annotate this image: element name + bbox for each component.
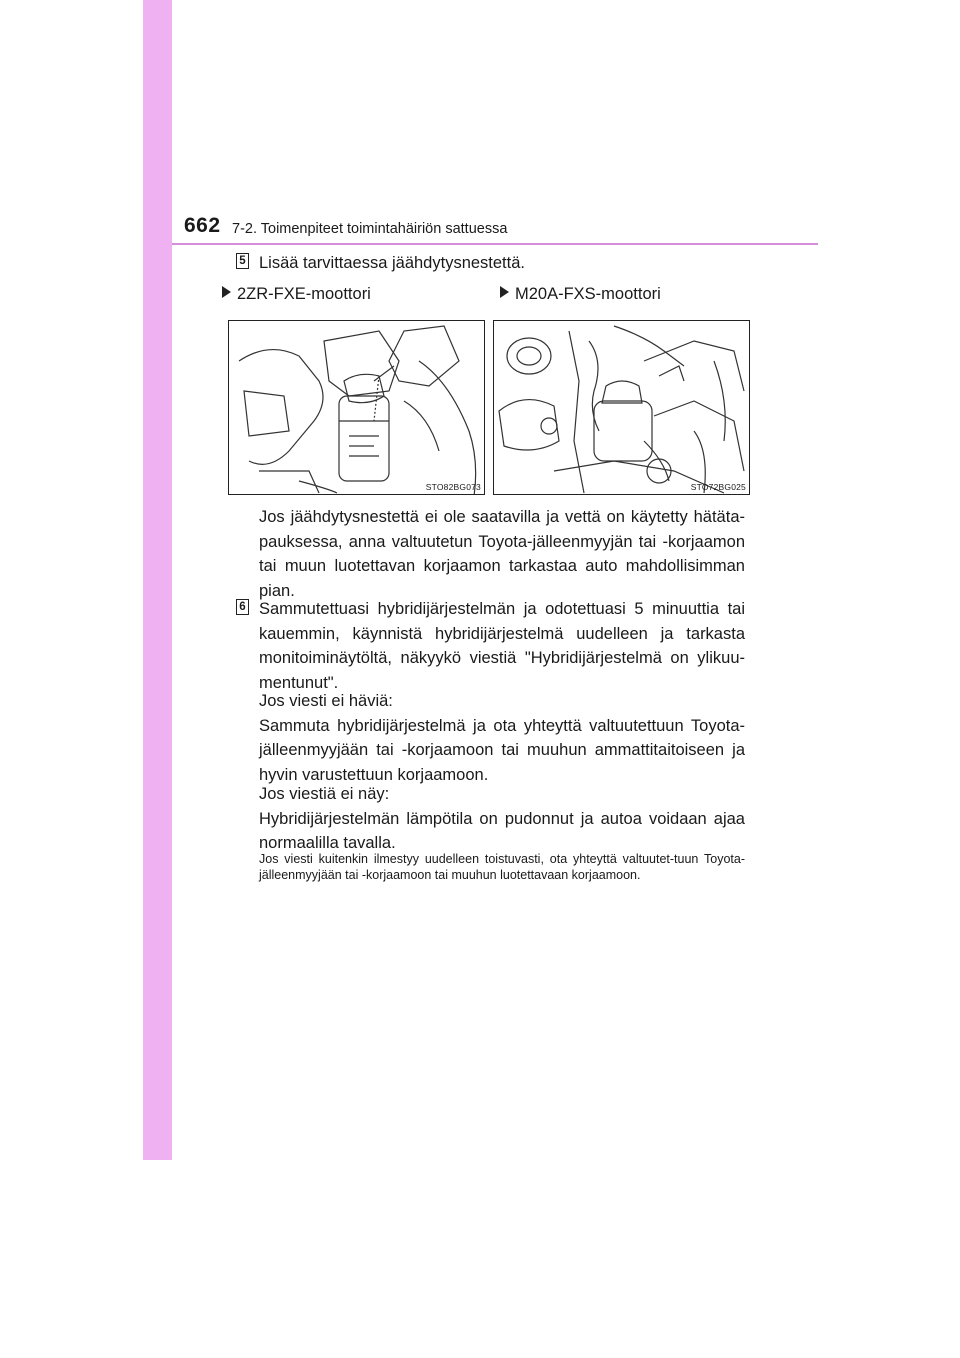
- case-1-block: [259, 689, 745, 787]
- step-6-small-note: Jos viesti kuitenkin ilmestyy uudelleen toistuvasti, ota yhteyttä valtuutet-tuun Toyota-jälleenmyyjään tai -korjaamoon tai muuhun luotettavaan korjaamoon.: [259, 852, 745, 882]
- case-2-text: Hybridijärjestelmän lämpötila on pudonnut ja autoa voidaan ajaa normaalilla tavalla.: [259, 809, 745, 852]
- step-5-badge: 5: [236, 253, 249, 269]
- case-1-text: Sammuta hybridijärjestelmä ja ota yhteyttä valtuutettuun Toyota-jälleenmyyjään tai -korjaamoon tai muuhun ammattitaitoiseen ja hyvin varustettuun korjaamoon.: [259, 716, 745, 784]
- arrow-right-icon: [222, 286, 231, 298]
- figure-2zr-coolant-refill: [228, 320, 485, 495]
- header-rule: [172, 243, 818, 245]
- page-number: 662: [184, 214, 221, 237]
- figure-code: STO82BG073: [425, 482, 481, 492]
- chapter-tab-band: [143, 0, 172, 1160]
- variant-label-2zr: 2ZR-FXE-moottori: [222, 285, 371, 304]
- step-6-badge: 6: [236, 599, 249, 615]
- chapter-title: 7-2. Toimenpiteet toimintahäiriön sattuessa: [232, 221, 508, 237]
- step-5-text: Lisää tarvittaessa jäähdytysnestettä.: [259, 254, 525, 272]
- arrow-right-icon: [500, 286, 509, 298]
- engine-illustration-2zr: [229, 321, 485, 495]
- figure-code: STO72BG025: [690, 482, 746, 492]
- case-2-heading: Jos viestiä ei näy:: [259, 785, 390, 803]
- step-5-note: Jos jäähdytysnestettä ei ole saatavilla ja vettä on käytetty hätäta-pauksessa, anna valtuutetun Toyota-jälleenmyyjän tai -korjaamon tai muun luotettavan korjaamon tarkastaa auto mahdollisimman pian.: [259, 508, 745, 600]
- engine-illustration-m20a: [494, 321, 750, 495]
- variant-label-m20a: M20A-FXS-moottori: [500, 285, 661, 304]
- case-2-block: [259, 782, 745, 856]
- case-1-heading: Jos viesti ei häviä:: [259, 692, 393, 710]
- step-6-text: Sammutettuasi hybridijärjestelmän ja odotettuasi 5 minuuttia tai kauemmin, käynnistä hybridijärjestelmä uudelleen ja tarkasta monitoiminäytöltä, näkyykö viestiä "Hybridijärjestelmä on ylikuu-mentunut".: [259, 600, 745, 692]
- figure-m20a-coolant-refill: [493, 320, 750, 495]
